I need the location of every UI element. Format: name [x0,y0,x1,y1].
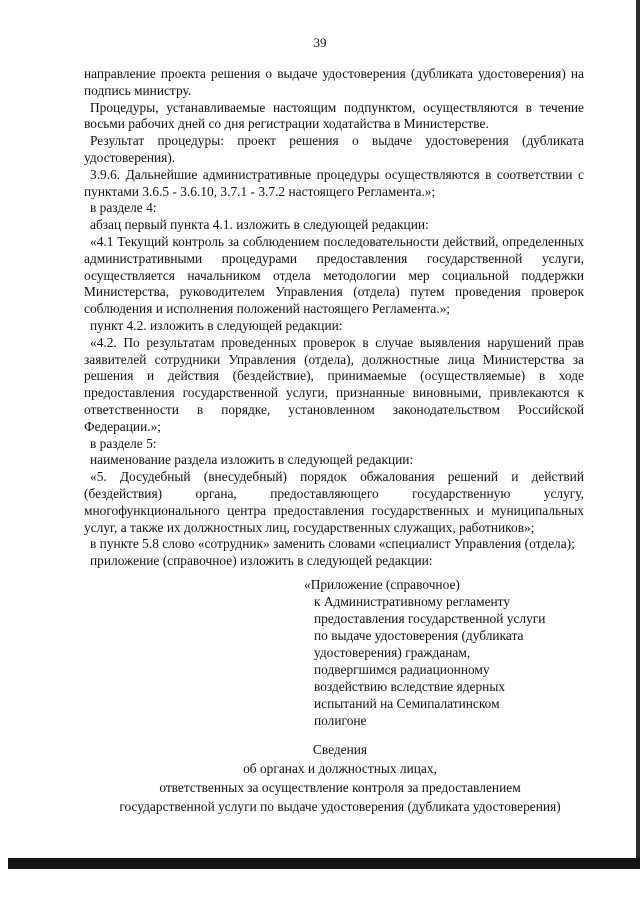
appendix-line: по выдаче удостоверения (дубликата [314,628,524,643]
appendix-line: воздействию вследствие ядерных [314,679,506,694]
appendix-caption [304,576,594,729]
paragraph: «4.1 Текущий контроль за соблюдением последовательности действий, определенных административными процедурами предоставления государственной услуги, осуществляется начальником отдела методологии мер социальной поддержки Министерства, руководителем Управления (отдела) путем проведения проверок соблюдения и исполнения положений настоящего Регламента.»; [84,233,584,317]
paragraph: «5. Досудебный (внесудебный) порядок обжалования решений и действий (бездействия) органа, предоставляющего государственную услугу, многофункционального центра предоставления государственных и муниципальных услуг, а также их должностных лиц, государственных служащих, работников»; [84,469,584,535]
heading-line: ответственных за осуществление контроля за предоставлением [159,780,521,795]
appendix-line: «Приложение (справочное) [304,577,460,592]
appendix-line: предоставления государственной услуги [314,611,546,626]
appendix-line: к Административному регламенту [314,594,511,609]
paragraph: Результат процедуры: проект решения о выдаче удостоверения (дубликата удостоверения). [84,133,584,165]
scan-edge-shadow [636,0,640,858]
paragraph: приложение (справочное) изложить в следующей редакции: [90,553,433,569]
paragraph: в разделе 5: [90,435,157,451]
scan-bottom-bar [8,858,640,869]
paragraph: абзац первый пункта 4.1. изложить в следующей редакции: [90,217,429,233]
paragraph: в разделе 4: [90,200,157,216]
paragraph: направление проекта решения о выдаче удостоверения (дубликата удостоверения) на подпись министру. [84,66,584,98]
heading-line: Сведения [312,742,368,757]
paragraph: Процедуры, устанавливаемые настоящим подпунктом, осуществляются в течение восьми рабочих дней со дня регистрации ходатайства в Министерстве. [84,99,584,132]
paragraph: пункт 4.2. изложить в следующей редакции: [90,317,343,333]
appendix-line: подвергшимся радиационному [314,662,490,677]
paragraph: наименование раздела изложить в следующей редакции: [90,452,414,468]
page-number: 39 [313,35,327,50]
paragraph: 3.9.6. Дальнейшие административные процедуры осуществляются в соответствии с пунктами 3.6.5 - 3.6.10, 3.7.1 - 3.7.2 настоящего Регламента.»; [84,166,584,199]
paragraph: «4.2. По результатам проведенных проверок в случае выявления нарушений прав заявителей сотрудники Управления (отдела), должностные лица Министерства за решения и действия (бездействие), принимаемые (осуществляемые) в ходе предоставления государственной услуги, признанные виновными, привлекаются к ответственности в порядке, установленном законодательством Российской Федерации.»; [84,334,584,434]
paragraph: в пункте 5.8 слово «сотрудник» заменить словами «специалист Управления (отдела); [90,536,575,552]
appendix-line: полигоне [314,713,367,728]
section-heading [60,740,620,816]
heading-line: об органах и должностных лицах, [243,761,437,776]
appendix-line: испытаний на Семипалатинском [314,696,500,711]
appendix-line: удостоверения) гражданам, [314,645,471,660]
heading-line: государственной услуги по выдаче удостоверения (дубликата удостоверения) [119,799,561,814]
document-body [84,66,584,570]
